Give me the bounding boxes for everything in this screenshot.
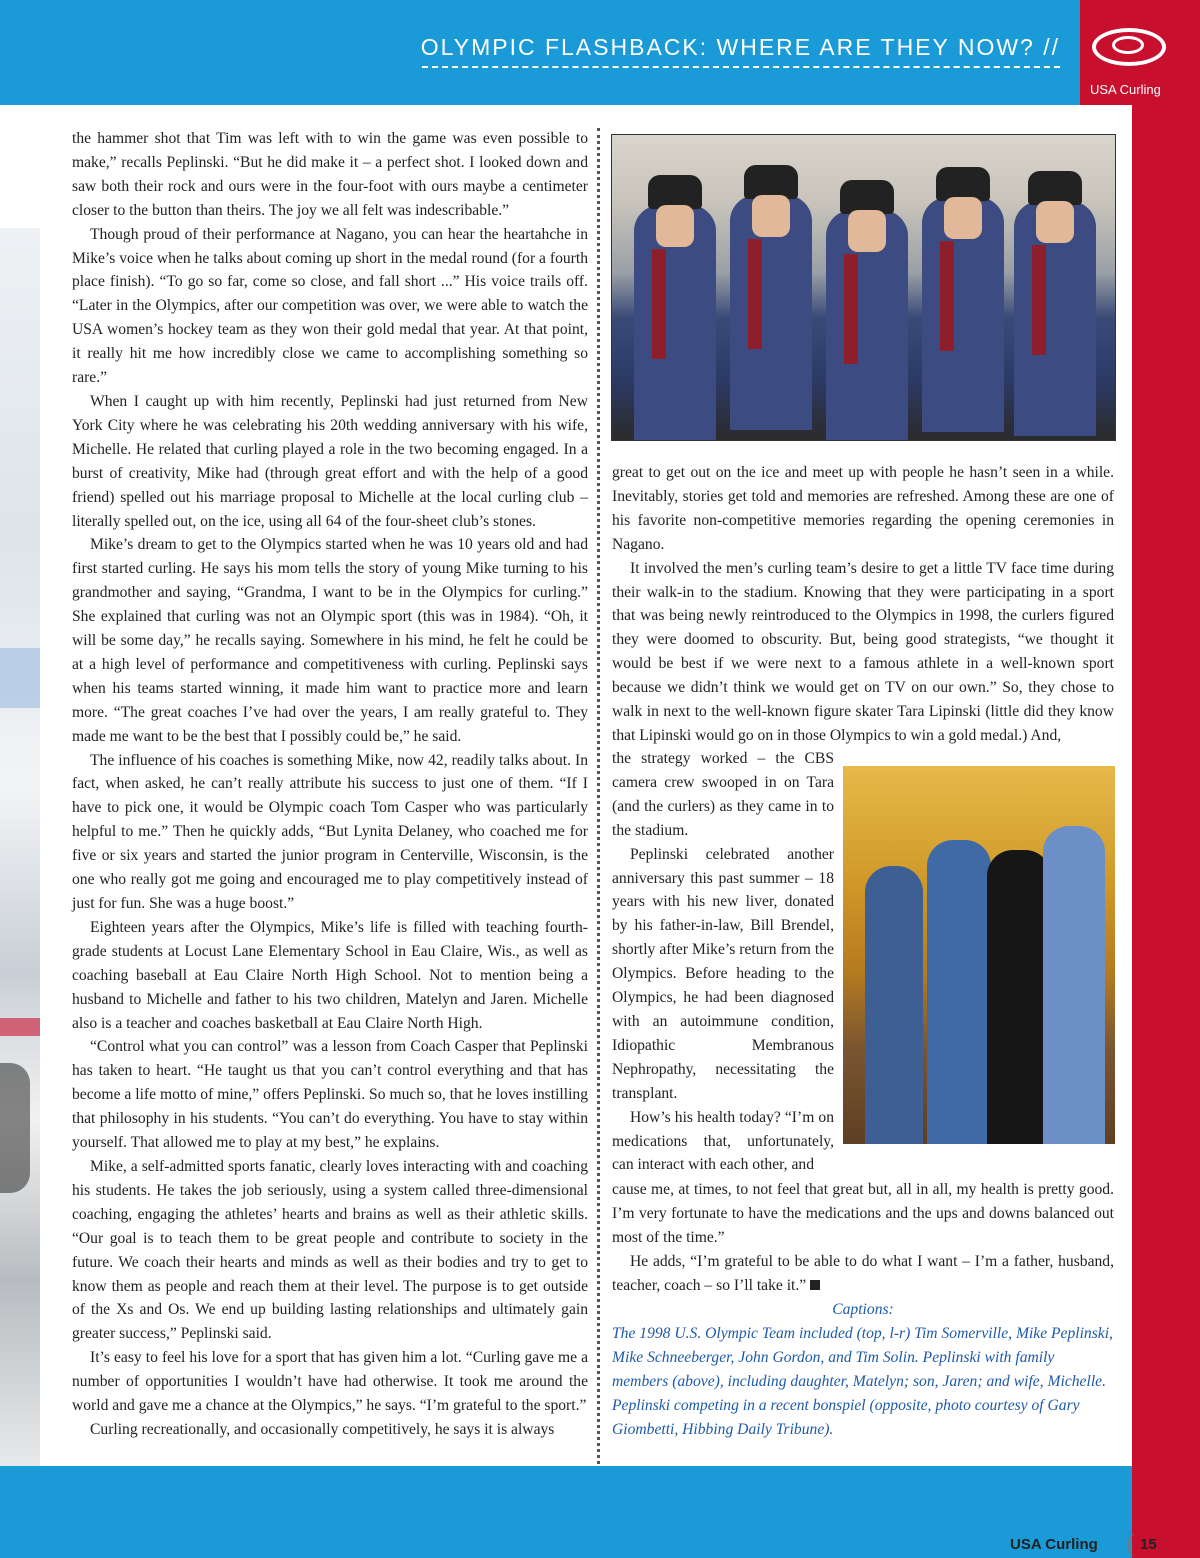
article-right-column-bottom: [612, 1178, 1114, 1298]
paragraph: the strategy worked – the CBS camera crew swooped in on Tara (and the curlers) as they came in to the stadium.: [612, 750, 834, 839]
paragraph: the hammer shot that Tim was left with to win the game was even possible to make,” recalls Peplinski. “But he did make it – a perfect shot. I looked down and saw both their rock and ours were in the four-foot with ours maybe a centimeter closer to the button than theirs. The joy we all felt was indescribable.”: [72, 130, 588, 219]
team-photo: [611, 134, 1116, 441]
paragraph: It’s easy to feel his love for a sport that has given him a lot. “Curling gave me a number of opportunities I wouldn’t have had otherwise. It took me around the world and gave me a chance at the Olympics,” he says. “I’m grateful to the sport.”: [72, 1349, 588, 1415]
paragraph: Eighteen years after the Olympics, Mike’s life is filled with teaching fourth-grade students at Locust Lane Elementary School in Eau Claire, Wis., as well as coaching baseball at Eau Claire North High School. Not to mention being a husband to Michelle and father to his two children, Matelyn and Jaren. Michelle also is a teacher and coaches basketball at Eau Claire North High.: [72, 918, 588, 1032]
paragraph: It involved the men’s curling team’s desire to get a little TV face time during their walk-in to the stadium. Knowing that they were participating in a sport that was being newly reintroduced to the Olympics in 1998, the curlers figured they were doomed to obscurity. But, being good strategists, “we thought it would be best if we were next to a famous athlete in a well-known sport because we didn’t think we would get on TV on our own.” So, they chose to walk in next to the well-known figure skater Tara Lipinski (little did they know that Lipinski would go on in those Olympics to win a gold medal.) And,: [612, 559, 1114, 744]
paragraph: Curling recreationally, and occasionally competitively, he says it is always: [90, 1420, 555, 1438]
paragraph: Mike, a self-admitted sports fanatic, clearly loves interacting with and coaching his students. He takes the job seriously, using a system called three-dimensional coaching, engaging the athletes’ hearts and brains as well as their athletic skills. “Our goal is to teach them to be great people and contribute to society in the future. We coach their hearts and minds as well as their bodies and try to get to know them as people and reach them at their level. The purpose is to get outside of the Xs and Os. We end up building lasting relationships and ultimately gain greater success,” Peplinski said.: [72, 1157, 588, 1343]
footer-band: [0, 1466, 1132, 1558]
paragraph: Though proud of their performance at Nagano, you can hear the heartahche in Mike’s voice when he talks about coming up short in the medal round (for a fourth place finish). “To go so far, come so close, and fall short ...” His voice trails off. “Later in the Olympics, after our competition was over, we were able to watch the USA women’s hockey team as they won their gold medal that year. At that point, it really hit me how incredibly close we came to accomplishing something so rare.”: [72, 225, 588, 387]
section-title-rule: [422, 66, 1060, 68]
article-left-column: [72, 127, 588, 1442]
paragraph: Mike’s dream to get to the Olympics started when he was 10 years old and had first started curling. He says his mom tells the story of young Mike turning to his grandmother and saying, “Grandma, I want to be in the Olympics for curling.” She explained that curling was not an Olympic sport (this was in 1984). “Oh, it will be some day,” he recalls saying. Somewhere in his mind, he felt he could be at a high level of performance and competitiveness with curling. Peplinski says when his teams started winning, it made him want to practice more and learn more. “The great coaches I’ve had over the years, I am really grateful to. They made me want to be the best that I possibly could be,” he said.: [72, 536, 588, 745]
photo-captions: [612, 1298, 1114, 1441]
footer-separator: [1128, 1534, 1138, 1556]
paragraph: How’s his health today? “I’m on medications that, unfortunately, can interact with each other, and: [612, 1108, 834, 1174]
paragraph: The influence of his coaches is something Mike, now 42, readily talks about. In fact, when asked, he can’t really attribute his success to just one of them. “If I have to pick one, it would be Olympic coach Tom Casper who was particularly helpful to me.” Then he quickly adds, “But Lynita Delaney, who coached me for five or six years and started the junior program in Centerville, Wisconsin, is the one who really got me going and encouraged me to play competitively instead of just for fun. She was a huge boost.”: [72, 751, 588, 912]
article-right-column-narrow: [612, 747, 834, 1177]
column-divider: [597, 128, 600, 1464]
logo-text: USA Curling: [1090, 82, 1161, 97]
usa-curling-logo: [1088, 24, 1192, 97]
end-mark-icon: [810, 1280, 820, 1290]
paragraph: Peplinski celebrated another anniversary this past summer – 18 years with his new liver, donated by his father-in-law, Bill Brendel, shortly after Mike’s return from the Olympics. Before heading to the Olympics, he had been diagnosed with an autoimmune condition, Idiopathic Membranous Nephropathy, necessitating the transplant.: [612, 845, 834, 1102]
opposite-page-photo-edge: [0, 228, 40, 1466]
paragraph: He adds, “I’m grateful to be able to do what I want – I’m a father, husband, teacher, coach – so I’ll take it.”: [612, 1252, 1114, 1294]
caption-text: The 1998 U.S. Olympic Team included (top, l-r) Tim Somerville, Mike Peplinski, Mike Schneeberger, John Gordon, and Tim Solin. Peplinski with family members (above), including daughter, Matelyn; son, Jaren; and wife, Michelle. Peplinski competing in a recent bonspiel (opposite, photo courtesy of Gary Giombetti, Hibbing Daily Tribune).: [612, 1324, 1113, 1438]
paragraph: When I caught up with him recently, Peplinski had just returned from New York City where he was celebrating his 20th wedding anniversary with his wife, Michelle. He related that curling played a role in the two becoming engaged. In a burst of creativity, Mike had (through great effort and with the help of a good friend) spelled out his marriage proposal to Michelle at the local curling club – literally spelled out, on the ice, using all 64 of the four-sheet club’s stones.: [72, 392, 588, 530]
paragraph: cause me, at times, to not feel that great but, all in all, my health is pretty good. I’m very fortunate to have the medications and the ups and downs balanced out most of the time.”: [612, 1181, 1114, 1246]
article-right-column-top: [612, 461, 1114, 748]
paragraph: “Control what you can control” was a lesson from Coach Casper that Peplinski has taken to heart. “He taught us that you can’t control everything and that has become a life motto of mine,” offers Peplinski. So much so, that he loves instilling that philosophy in his students. “You can’t do everything. You have to stay within yourself. That allowed me to play at my best,” he explains.: [72, 1038, 588, 1152]
family-photo: [843, 766, 1115, 1144]
paragraph: great to get out on the ice and meet up with people he hasn’t seen in a while. Inevitably, stories get told and memories are refreshed. Among these are one of his favorite non-competitive memories regarding the opening ceremonies in Nagano.: [612, 464, 1114, 553]
page-number: 15: [1140, 1536, 1157, 1553]
footer-publication: USA Curling: [1010, 1536, 1098, 1553]
section-title: OLYMPIC FLASHBACK: WHERE ARE THEY NOW? //: [420, 34, 1060, 60]
captions-title: Captions:: [832, 1301, 894, 1318]
